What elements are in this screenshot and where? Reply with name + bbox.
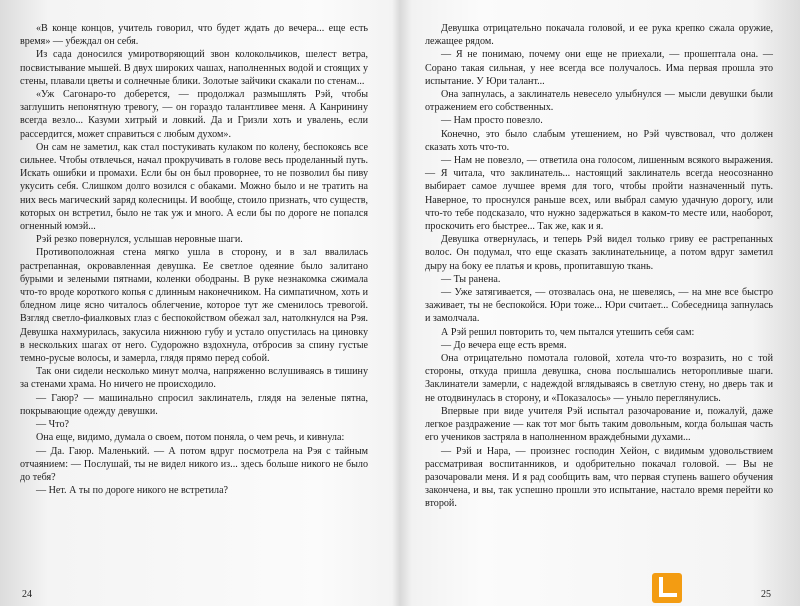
right-paragraph-13: Впервые при виде учителя Рэй испытал разочарование и, пожалуй, даже легкое раздражение — как тот мог быть таким довольным, когда большая часть его учеников застряла в наполненном враждебными духами... (425, 405, 773, 444)
right-paragraph-10: А Рэй решил повторить то, чем пытался утешить себя сам: (441, 326, 695, 338)
left-page (20, 22, 368, 582)
right-paragraph-14: — Рэй и Нара, — произнес господин Хейон, с видимым удовольствием рассматривая воспитанников, и одобрительно покачал головой. — Вы не разочаровали меня. И я рад сообщить вам, что первая ступень вашего обучения закончена, и вы, так успешно прошли это испытание, настало время перейти ко второй. (425, 445, 773, 510)
left-paragraph-6: Противоположная стена мягко ушла в сторону, и в зал ввалилась растрепанная, окровавленная девушка. Ее светлое одеяние было залитано бурыми и зелеными пятнами, коленки ободраны. В руке незнакомка сжимала что-то вроде короткого копья с длинным наконечником. На симпатичном, хоть и бледном лице ясно читалось облегчение, которое тут же сменилось тревогой. Взгляд светло-фиалковых глаз с беспокойством обежал зал, натолкнулся на Рэя. Девушка нахмурилась, закусила нижнюю губу и устало опустилась на циновку в нескольких шагах от него. Судорожно вздохнула, отбросив за спину густые темно-русые волосы, и замерла, глядя прямо перед собой. (20, 247, 368, 365)
left-paragraph-10: Она еще, видимо, думала о своем, потом поняла, о чем речь, и кивнула: (36, 432, 345, 444)
left-paragraph-9: — Что? (36, 419, 69, 431)
left-paragraph-2: Из сада доносился умиротворяющий звон колокольчиков, шелест ветра, посвистывание мышей. В двух широких чашах, наполненных водой и стоящих у стены, плавали цветы и солнечные блики. Золотые зайчики скакали по стенам... (20, 49, 368, 87)
right-paragraph-4: — Нам просто повезло. (441, 115, 543, 127)
right-paragraph-5: Конечно, это было слабым утешением, но Рэй чувствовал, что должен сказать хоть что-то. (425, 128, 773, 153)
left-paragraph-8: — Гаюр? — машинально спросил заклинатель, глядя на зеленые пятна, покрывающие одежду девушки. (20, 392, 368, 417)
labirint-logo-glyph (652, 573, 682, 603)
right-paragraph-6: — Нам не повезло, — ответила она голосом, лишенным всякого выражения. — Я читала, что заклинатель... настоящий заклинатель всегда неосознанно выбирает самое лучшее время для того, чтобы пройти назначенный путь. Наверное, то проснулся раньше всех, или выбрал самую удачную дорогу, или что-то тебе подсказало, что нужно задержаться в каком-то месте или, наоборот, проскочить его быстрее... Так же, как и я. (425, 155, 773, 233)
right-paragraph-12: Она отрицательно помотала головой, хотела что-то возразить, но с той стороны, откуда пришла девушка, снова послышались неторопливые шаги. Заклинатели замерли, с надеждой вглядываясь в светлую стену, но дверь так и не отодвинулась в сторону, и «Показалось» — уныло переглянулись. (425, 353, 773, 404)
right-paragraph-7: Девушка отвернулась, и теперь Рэй видел только гриву ее растрепанных волос. Он подумал, что еще сказать заклинательнице, а потом вдруг заметил дыру на боку ее платья и кровь, пропитавшую ткань. (425, 234, 773, 272)
left-paragraph-4: Он сам не заметил, как стал постукивать кулаком по колену, беспокоясь все сильнее. Чтобы отвлечься, начал прокручивать в голове весь проделанный путь. Искать ошибки и промахи. Если бы он был проворнее, то не позволил бы пиву укусить себя. Слишком долго возился с обаками. Можно было и не тратить на них весь магический заряд колесницы. И вообще, стоило признать, что существ, которых он встретил, было не так уж и много. А если бы по дороге не попался огненный юмэй... (20, 141, 368, 233)
right-paragraph-11: — До вечера еще есть время. (441, 339, 567, 351)
right-paragraph-3: Она запнулась, а заклинатель невесело улыбнулся — мысли девушки были отражением его собственных. (425, 89, 773, 114)
left-paragraph-3: «Уж Сагонаро-то доберется, — продолжал размышлять Рэй, чтобы заглушить непонятную тревогу, — он гораздо талантливее меня. А Канринину всегда везло... Казуми хитрый и ловкий. Да и Гризли хоть и увалень, если рассердится, может справиться с любым духом». (20, 89, 368, 140)
left-paragraph-1: «В конце концов, учитель говорил, что будет ждать до вечера... еще есть время» — убеждал он себя. (20, 23, 368, 48)
right-paragraph-2: — Я не понимаю, почему они еще не приехали, — прошептала она. — Сорано такая сильная, у нее всегда все получалось. Има первая прошла это испытание. У Юри талант... (425, 49, 773, 87)
left-paragraph-7: Так они сидели несколько минут молча, напряженно вслушиваясь в тишину за стенами храма. Но ничего не происходило. (20, 366, 368, 391)
right-page (425, 22, 773, 582)
labirint-logo-icon (652, 573, 682, 603)
left-paragraph-12: — Нет. А ты по дороге никого не встретила? (36, 485, 229, 497)
right-paragraph-8: — Ты ранена. (441, 273, 501, 285)
right-paragraph-9: — Уже затягивается, — отозвалась она, не шевелясь, — на мне все быстро заживает, ты не беспокойся. Юри тоже... Юри считает... Собеседница запнулась и замолчала. (425, 287, 773, 325)
left-paragraph-11: — Да. Гаюр. Маленький. — А потом вдруг посмотрела на Рэя с тайным отчаянием: — Послушай, ты не видел никого из... здесь больше никого не было до тебя? (20, 445, 368, 483)
page-number-right: 25 (761, 589, 771, 600)
page-number-left: 24 (22, 589, 32, 600)
right-paragraph-1: Девушка отрицательно покачала головой, и ее рука крепко сжала оружие, лежащее рядом. (425, 23, 773, 48)
left-paragraph-5: Рэй резко повернулся, услышав неровные шаги. (36, 234, 243, 246)
